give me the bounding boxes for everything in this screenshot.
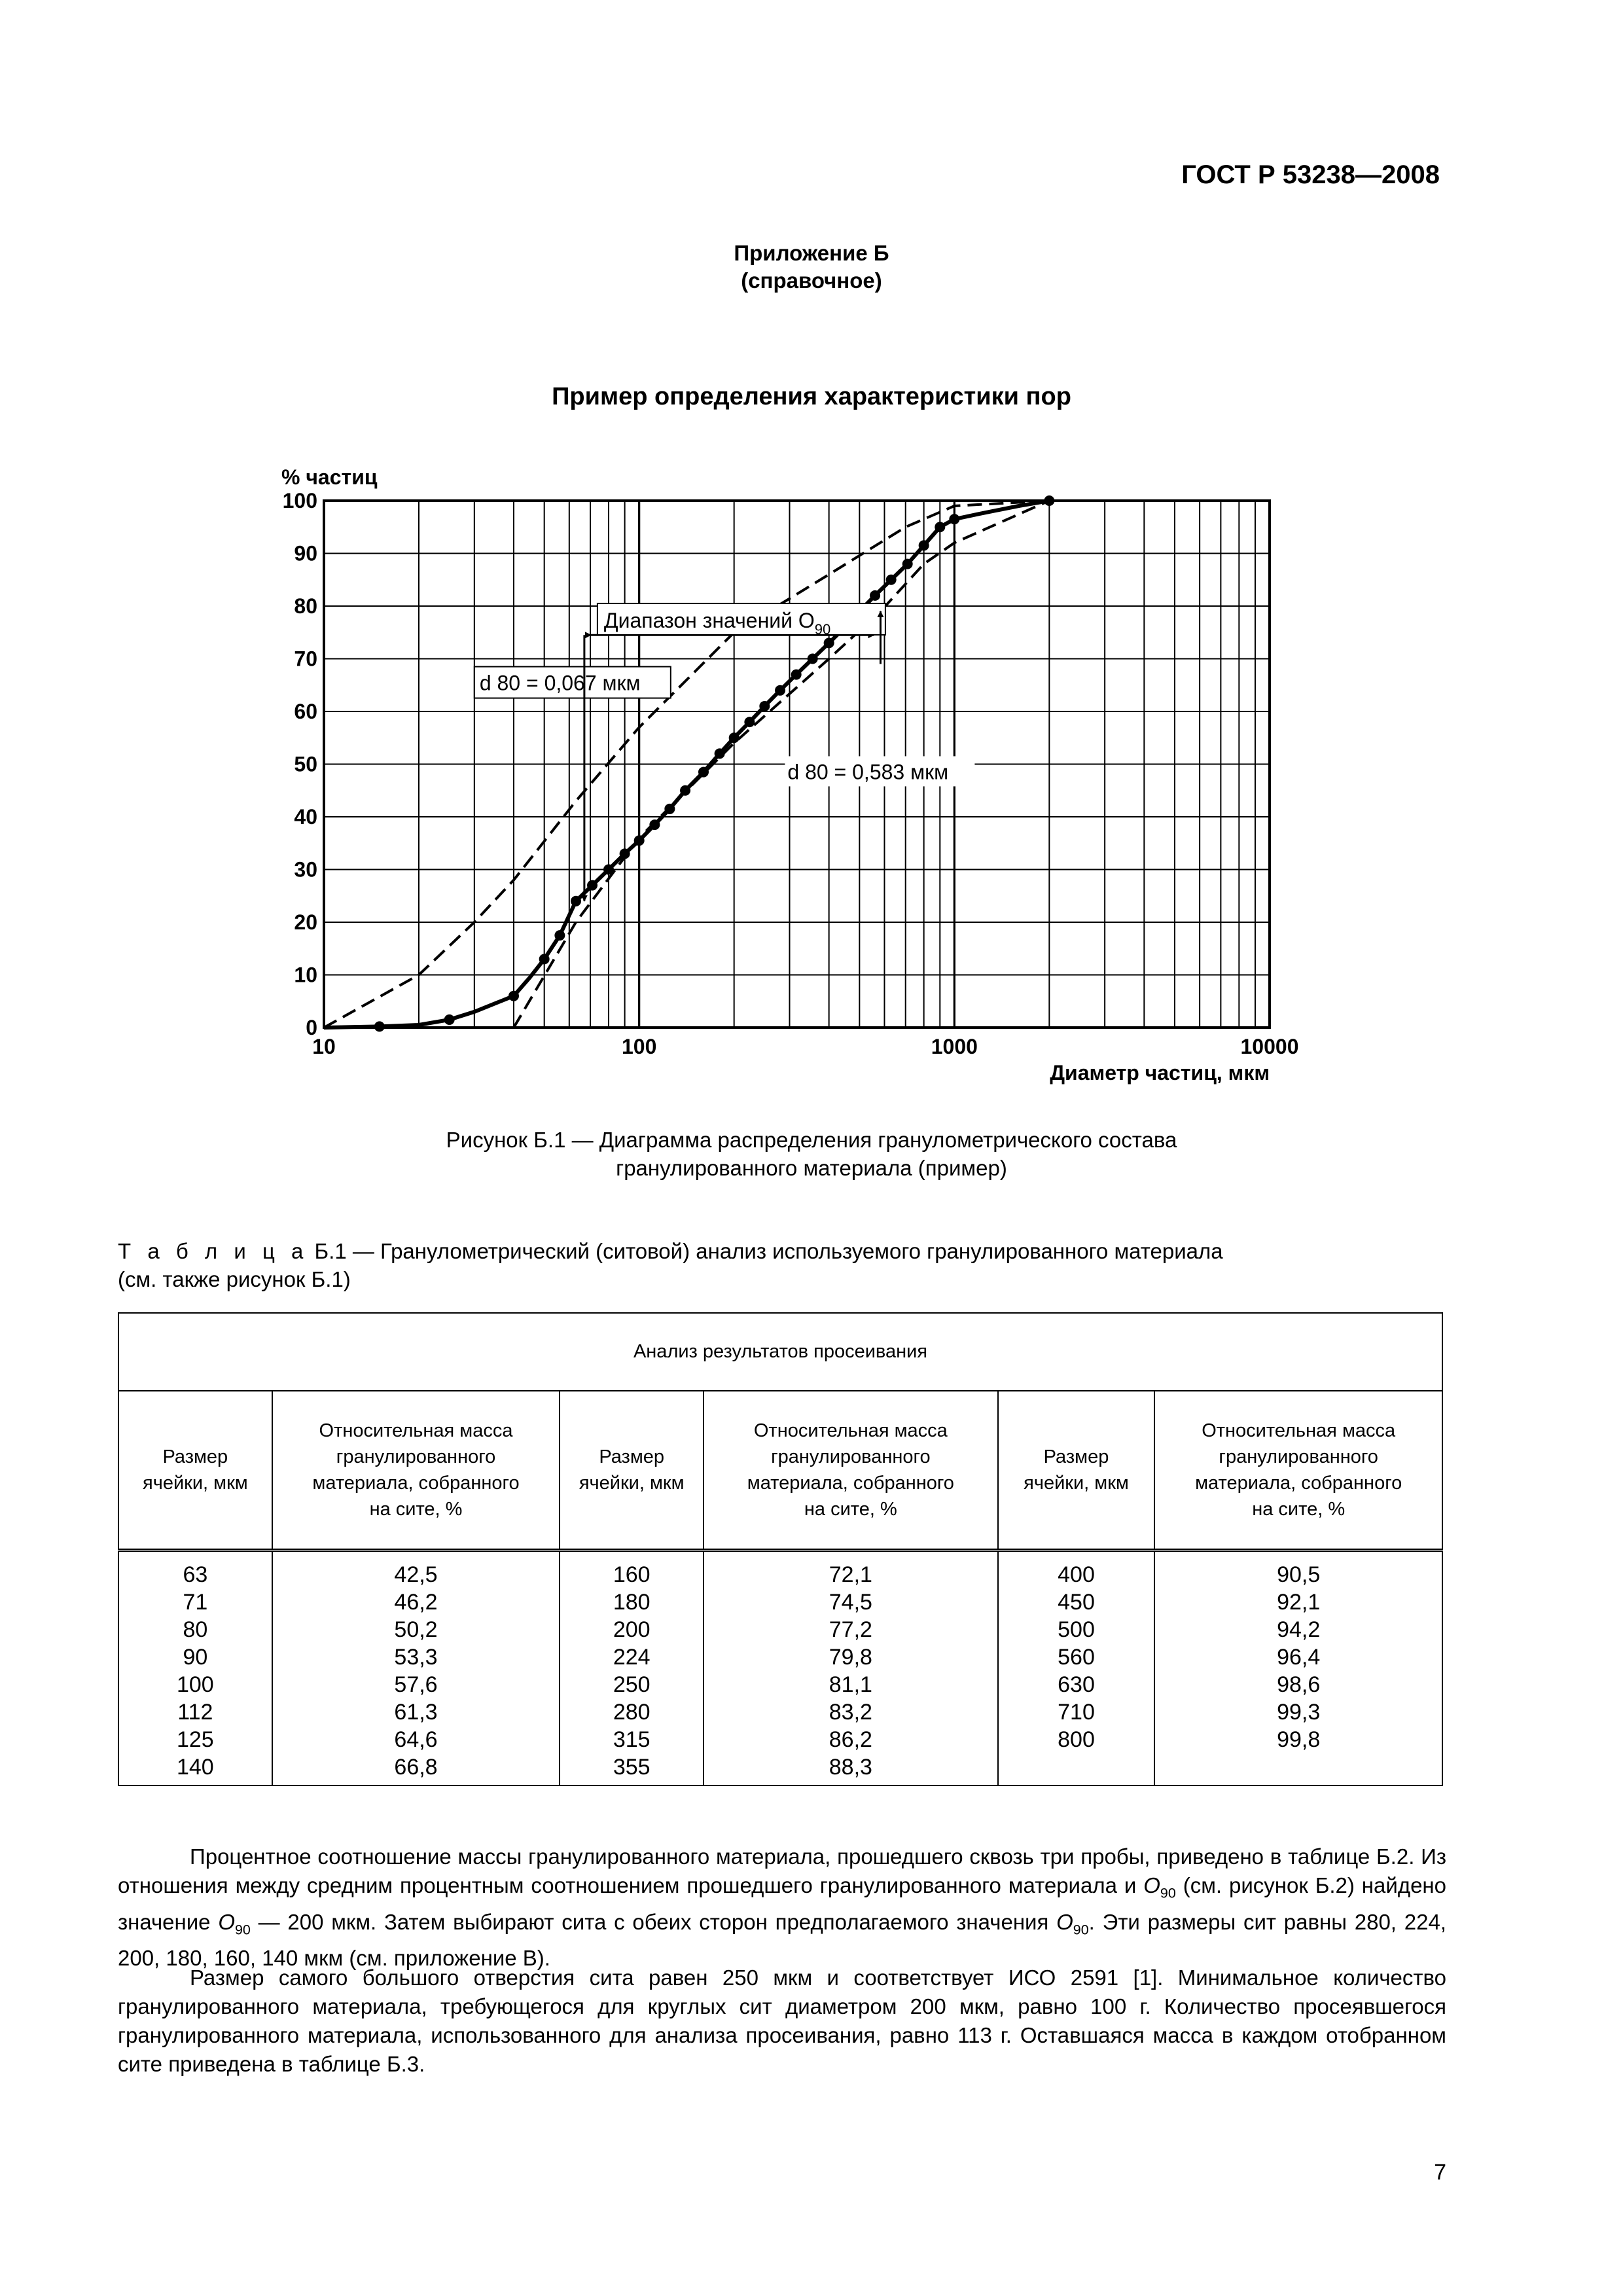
appendix-type: (справочное) [741,268,882,293]
y-tick-label: 70 [294,647,317,671]
figure-caption-line1: Рисунок Б.1 — Диаграмма распределения гранулометрического состава [446,1128,1177,1152]
size-cell: 250 [613,1672,651,1697]
o90-symbol: О [1056,1909,1073,1934]
data-point [444,1014,455,1025]
size-cell: 500 [1058,1617,1095,1642]
size-column [998,1551,1155,1786]
mass-cell: 77,2 [829,1617,872,1642]
mass-column [1154,1551,1442,1786]
mass-column [704,1551,998,1786]
y-tick-label: 100 [282,489,317,512]
size-cell: 560 [1058,1645,1095,1670]
size-cell: 315 [613,1727,651,1752]
data-point [554,930,565,941]
mass-cell: 64,6 [394,1727,438,1752]
col-header-mass: Относительная масса гранулированного материала, собранного на сите, % [704,1391,998,1551]
mass-cell: 72,1 [829,1562,872,1587]
y-tick-label: 50 [294,752,317,776]
size-cell: 630 [1058,1672,1095,1697]
p1-part-d: . Эти размеры сит равны 280, 224, 200, 180, 160, 140 мкм (см. приложение В). [118,1909,1446,1971]
table-title [118,1237,1505,1293]
table-top-header: Анализ результатов просеивания [118,1313,1442,1391]
y-tick-label: 10 [294,963,317,987]
y-tick-label: 0 [306,1016,317,1039]
mass-cell: 50,2 [394,1617,438,1642]
y-tick-label: 20 [294,910,317,934]
size-cell: 450 [1058,1590,1095,1615]
table-row [118,1551,1442,1786]
size-column [118,1551,272,1786]
page-number: 7 [1434,2160,1446,2185]
d80-high-label: d 80 = 0,583 мкм [787,760,949,784]
mass-cell: 92,1 [1277,1590,1321,1615]
data-point [539,954,550,964]
paragraph-1 [118,1842,1446,1973]
data-point [571,896,581,906]
mass-cell: 86,2 [829,1727,872,1752]
mass-cell: 96,4 [1277,1645,1321,1670]
d80-low-label: d 80 = 0,067 мкм [479,671,641,695]
col-header-size: Размер ячейки, мкм [560,1391,704,1551]
section-title: Пример определения характеристики пор [552,383,1071,410]
p1-part-a: Процентное соотношение массы гранулированного материала, прошедшего сквозь три пробы, приведено в таблице Б.2. Из отношения между средним процентным соотношением прошедшего гранулированного материала и [118,1844,1446,1897]
mass-cell: 98,6 [1277,1672,1321,1697]
y-tick-label: 60 [294,700,317,723]
col-header-size: Размер ячейки, мкм [118,1391,272,1551]
size-cell: 800 [1058,1727,1095,1752]
o90-symbol: О [218,1909,235,1934]
data-point [886,575,897,585]
col-header-mass: Относительная масса гранулированного материала, собранного на сите, % [1154,1391,1442,1551]
data-point [729,732,740,743]
table-column-headers [118,1391,1442,1551]
data-point [791,670,802,680]
mass-cell: 99,3 [1277,1700,1321,1725]
data-point [508,991,519,1001]
mass-cell: 42,5 [394,1562,438,1587]
data-point [824,637,834,648]
o90-subscript: 90 [1160,1885,1176,1901]
mass-cell: 79,8 [829,1645,872,1670]
x-tick-label: 10 [312,1035,336,1058]
mass-cell: 94,2 [1277,1617,1321,1642]
size-cell: 200 [613,1617,651,1642]
data-point [587,880,597,891]
p1-part-c: — 200 мкм. Затем выбирают сита с обеих сторон предполагаемого значения [250,1909,1057,1934]
size-cell: 90 [183,1645,208,1670]
data-point [919,540,929,550]
range-label: Диапазон значений $О_{90}$ [603,608,831,637]
x-tick-label: 100 [621,1035,657,1058]
mass-cell: 83,2 [829,1700,872,1725]
table-title-text: Б.1 — Гранулометрический (ситовой) анализ используемого гранулированного материала [308,1239,1223,1263]
x-axis-label: Диаметр частиц, мкм [1050,1061,1270,1085]
x-tick-label: 10000 [1240,1035,1299,1058]
mass-cell: 61,3 [394,1700,438,1725]
data-point [374,1021,385,1031]
range-label-subscript: 90 [814,620,831,637]
size-cell: 63 [183,1562,208,1587]
data-point [870,590,880,601]
size-cell: 355 [613,1755,651,1780]
size-cell: 140 [176,1755,214,1780]
mass-cell: 74,5 [829,1590,872,1615]
particle-size-chart [249,452,1309,1100]
mass-cell: 88,3 [829,1755,872,1780]
col-header-size: Размер ячейки, мкм [998,1391,1155,1551]
o90-symbol: О [1143,1873,1160,1897]
size-cell: 80 [183,1617,208,1642]
o90-subscript: 90 [234,1922,251,1938]
size-cell: 100 [176,1672,214,1697]
document-code: ГОСТ Р 53238—2008 [1181,160,1440,189]
size-cell: 710 [1058,1700,1095,1725]
mass-column [272,1551,560,1786]
mass-cell: 66,8 [394,1755,438,1780]
table-title-prefix: Т а б л и ц а [118,1239,309,1263]
col-header-mass: Относительная масса гранулированного материала, собранного на сите, % [272,1391,560,1551]
mass-cell: 99,8 [1277,1727,1321,1752]
mass-cell: 53,3 [394,1645,438,1670]
mass-cell: 81,1 [829,1672,872,1697]
paragraph-2: Размер самого большого отверстия сита равен 250 мкм и соответствует ИСО 2591 [1]. Минимальное количество гранулированного материала, требующегося для круглых сит диаметром 200 мкм, равно 100 г. Количество просеявшегося гранулированного материала, использованного для анализа просеивания, равно 113 г. Оставшаяся масса в каждом отобранном сите приведена в таблице Б.3. [118,1965,1446,2076]
data-point [775,685,785,696]
o90-subscript: 90 [1073,1922,1089,1938]
y-tick-label: 30 [294,857,317,882]
data-point [949,514,959,524]
mass-cell: 90,5 [1277,1562,1321,1587]
size-cell: 71 [183,1590,208,1615]
size-column [560,1551,704,1786]
size-cell: 280 [613,1700,651,1725]
y-axis-label: % частиц [281,465,378,489]
size-cell: 180 [613,1590,651,1615]
appendix-title: Приложение Б [734,241,889,265]
data-point [808,654,818,664]
data-point [759,701,770,711]
size-cell: 400 [1058,1562,1095,1587]
figure-caption-line2: гранулированного материала (пример) [616,1156,1007,1180]
y-tick-label: 90 [294,541,317,565]
data-point [744,717,755,727]
p1-part-b: (см. рисунок Б.2) найдено значение [118,1873,1447,1934]
x-tick-label: 1000 [931,1035,978,1058]
mass-cell: 57,6 [394,1672,438,1697]
size-cell: 160 [613,1562,651,1587]
size-cell: 112 [177,1700,213,1725]
table-title-line2: (см. также рисунок Б.1) [118,1267,351,1291]
mass-cell: 46,2 [394,1590,438,1615]
sieve-analysis-table [118,1312,1443,1786]
size-cell: 125 [176,1727,214,1752]
size-cell: 224 [613,1645,651,1670]
y-tick-label: 40 [294,805,317,829]
y-tick-label: 80 [294,594,317,618]
data-point [902,559,913,569]
data-point [935,522,945,532]
